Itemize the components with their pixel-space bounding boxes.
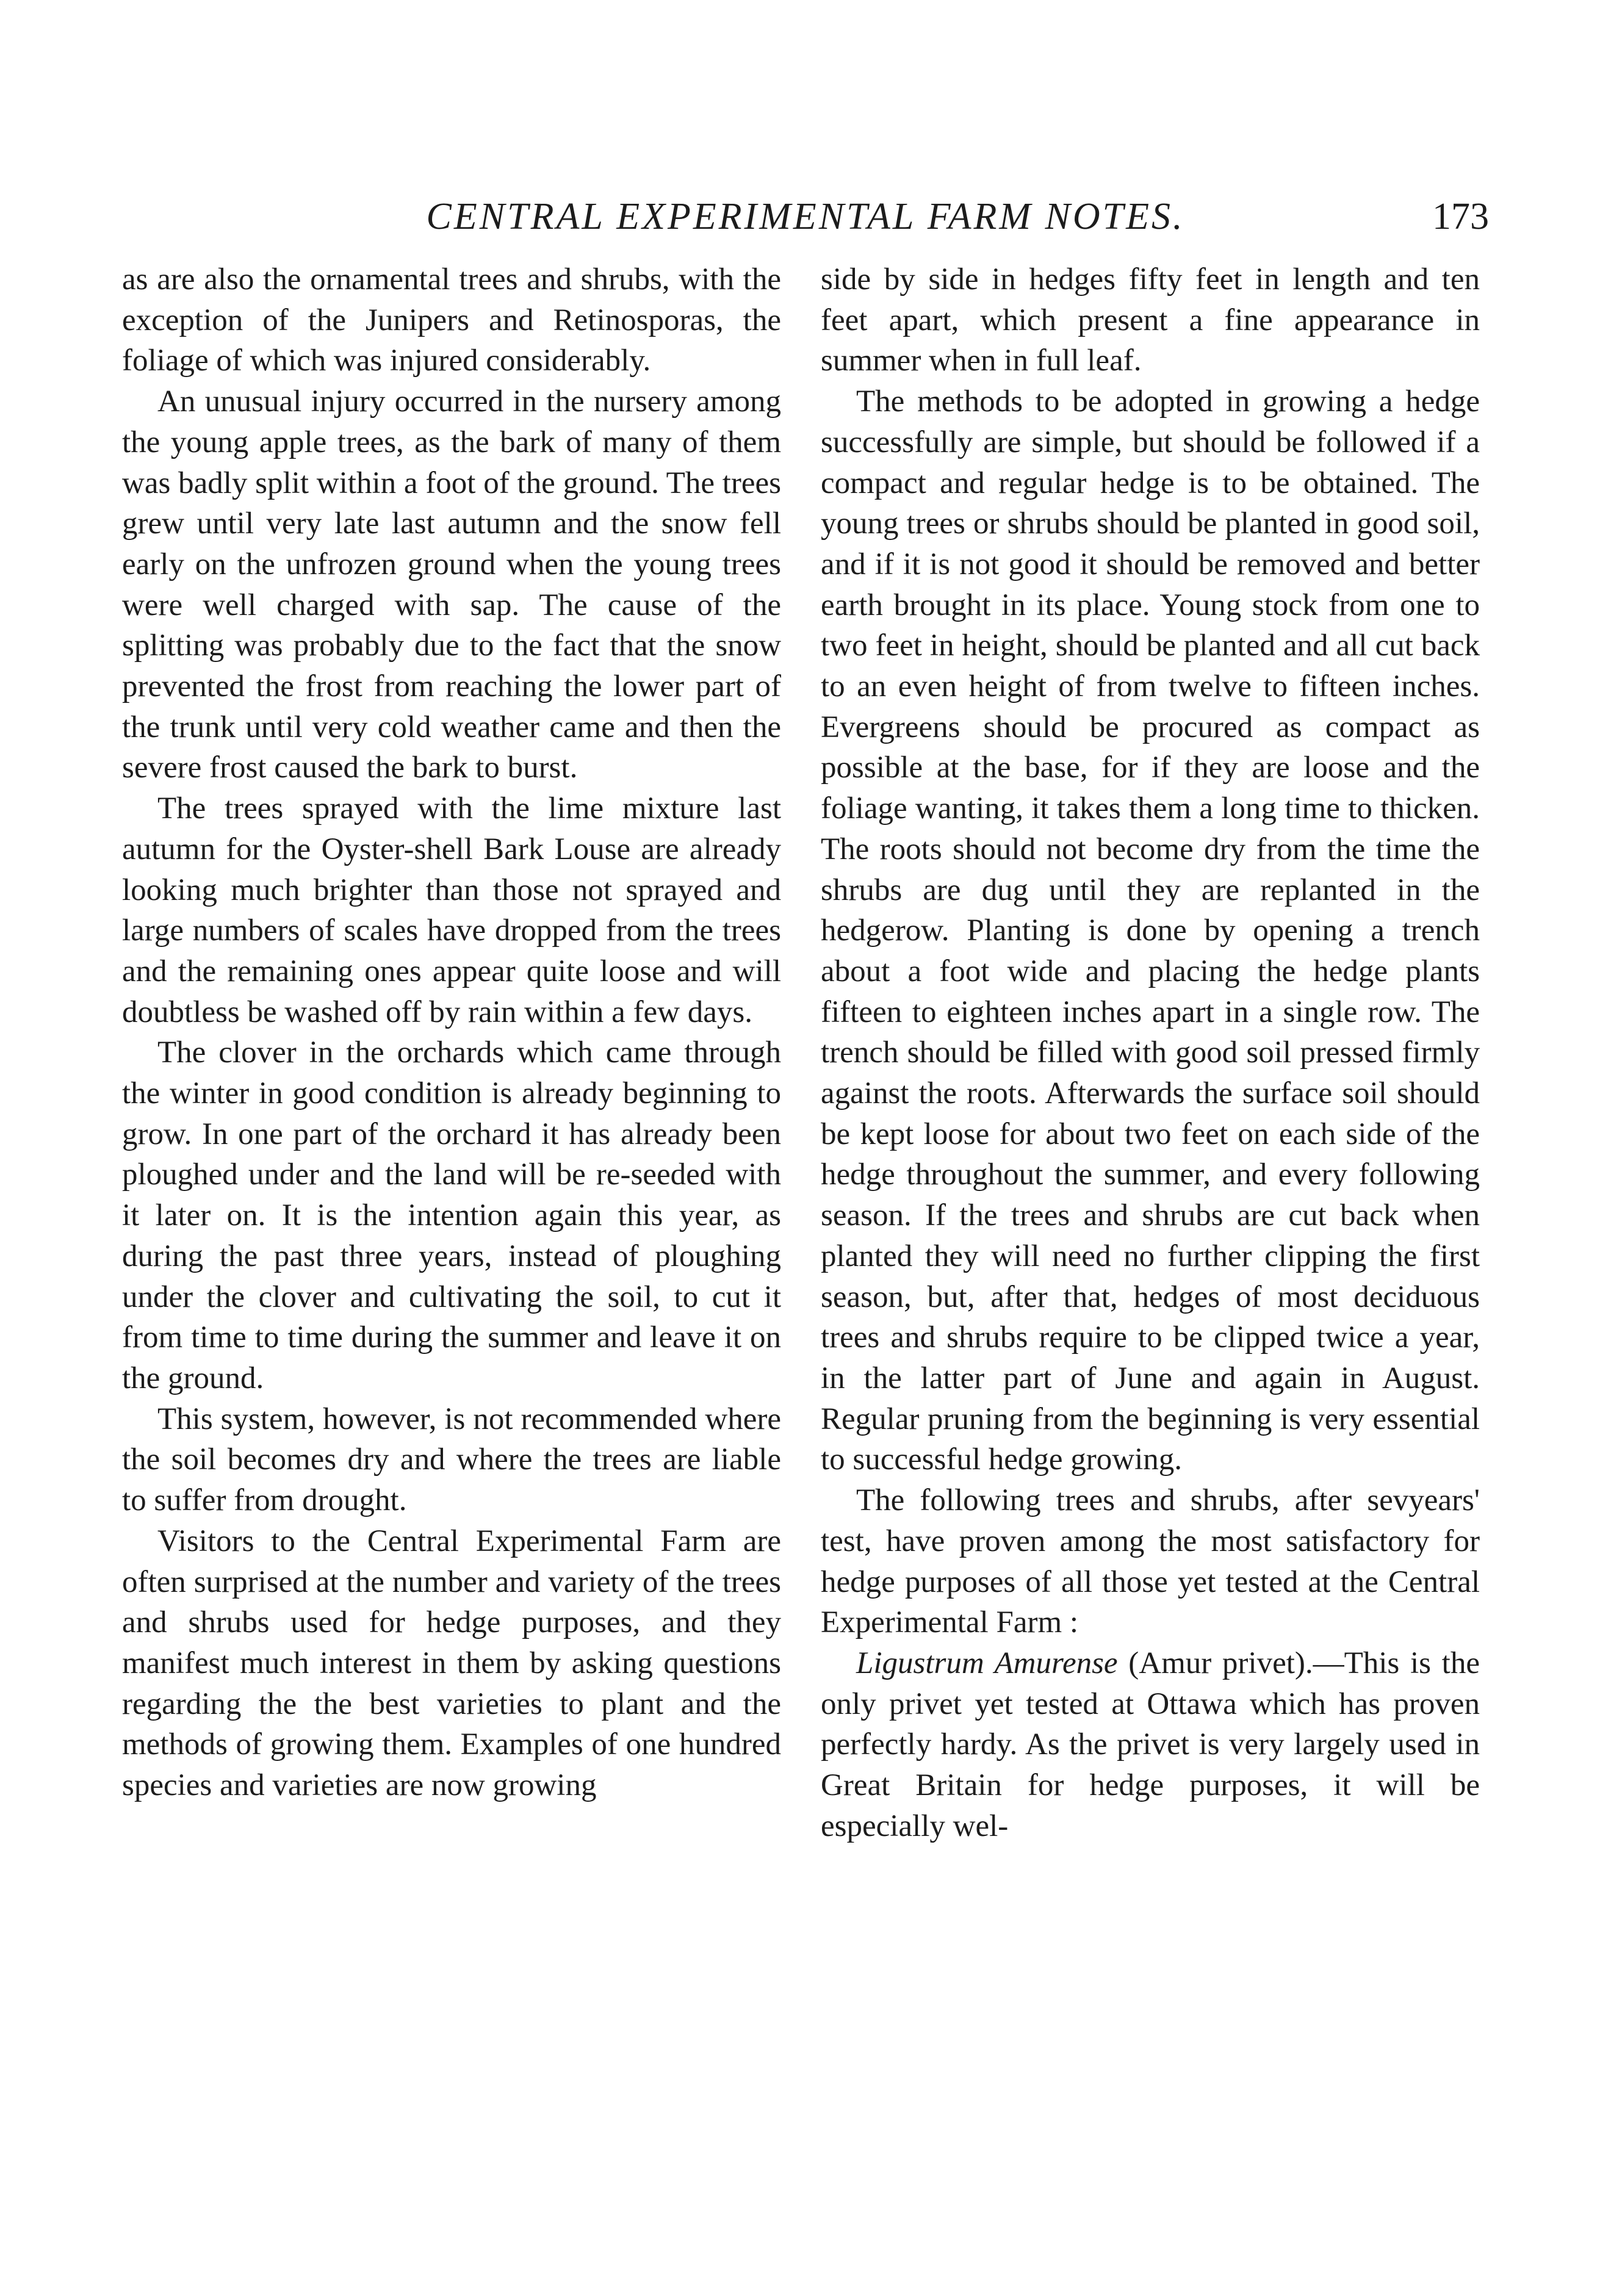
paragraph: The methods to be adopted in growing a hedge successfully are simple, but should be followed if a compact and regular hedge is to be obtained. The young trees or shrubs should be planted in good soil, and if it is not good it should be removed and better earth brought in its place. Young stock from one to two feet in height, should be planted and all cut back to an even height of from twelve to fifteen inches. Evergreens should be procured as compact as possible at the base, for if they are loose and the foliage wanting, it takes them a long time to thicken. The roots should not become dry from the time the shrubs are dug until they are replanted in the hedgerow. Planting is done by opening a trench about a foot wide and placing the hedge plants fifteen to eighteen inches apart in a single row. The trench should be filled with good soil pressed firmly against the roots. Afterwards the surface soil should be kept loose for about two feet on each side of the hedge throughout the summer, and every following season. If the trees and shrubs are cut back when planted they will need no further clipping the first season, but, after that, hedges of most deciduous trees and shrubs require to be clipped twice a year, in the latter part of June and again in August. Regular pruning from the beginning is very essential to successful hedge growing.	[821, 384, 1480, 1477]
species-name: Ligustrum Amurense	[856, 1646, 1118, 1680]
paragraph: Visitors to the Central Experimental Farm are often surprised at the number and variety of the trees and shrubs used for hedge purposes, and they manifest much interest in them by asking questions regarding the the best varieties to plant and the methods of growing them. Examples of one hundred species and varieties are now growing	[122, 1524, 781, 1803]
paragraph: This system, however, is not recommended where the soil becomes dry and where the trees are liable to suffer from drought.	[122, 1402, 781, 1518]
left-column	[122, 259, 781, 1806]
paragraph: as are also the ornamental trees and shrubs, with the exception of the Junipers and Retinosporas, the foliage of which was injured considerably.	[122, 262, 781, 378]
paragraph: The clover in the orchards which came through the winter in good condition is already beginning to grow. In one part of the orchard it has already been ploughed under and the land will be re-seeded with it later on. It is the intention again this year, as during the past three years, instead of ploughing under the clover and cultivating the soil, to cut it from time to time during the summer and leave it on the ground.	[122, 1035, 781, 1395]
right-column	[821, 259, 1480, 1846]
running-title: CENTRAL EXPERIMENTAL FARM NOTES.	[426, 196, 1185, 237]
page-number: 173	[1432, 196, 1489, 237]
paragraph: The following trees and shrubs, after sevyears' test, have proven among the most satisfactory for hedge purposes of all those yet tested at the Central Experimental Farm :	[821, 1483, 1480, 1640]
paragraph: An unusual injury occurred in the nursery among the young apple trees, as the bark of many of them was badly split within a foot of the ground. The trees grew until very late last autumn and the snow fell early on the unfrozen ground when the young trees were well charged with sap. The cause of the splitting was probably due to the fact that the snow prevented the frost from reaching the lower part of the trunk until very cold weather came and then the severe frost caused the bark to burst.	[122, 384, 781, 785]
paragraph	[821, 1643, 1480, 1847]
paragraph-text: (Amur privet).—This is the only privet yet tested at Ottawa which has proven perfectly hardy. As the privet is very largely used in Great Britain for hedge purposes, it will be especially wel-	[821, 1646, 1480, 1843]
paragraph: The trees sprayed with the lime mixture last autumn for the Oyster-shell Bark Louse are already looking much brighter than those not sprayed and large numbers of scales have dropped from the trees and the remaining ones appear quite loose and will doubtless be washed off by rain within a few days.	[122, 791, 781, 1029]
paragraph: side by side in hedges fifty feet in length and ten feet apart, which present a fine appearance in summer when in full leaf.	[821, 262, 1480, 378]
page-header	[122, 189, 1489, 244]
